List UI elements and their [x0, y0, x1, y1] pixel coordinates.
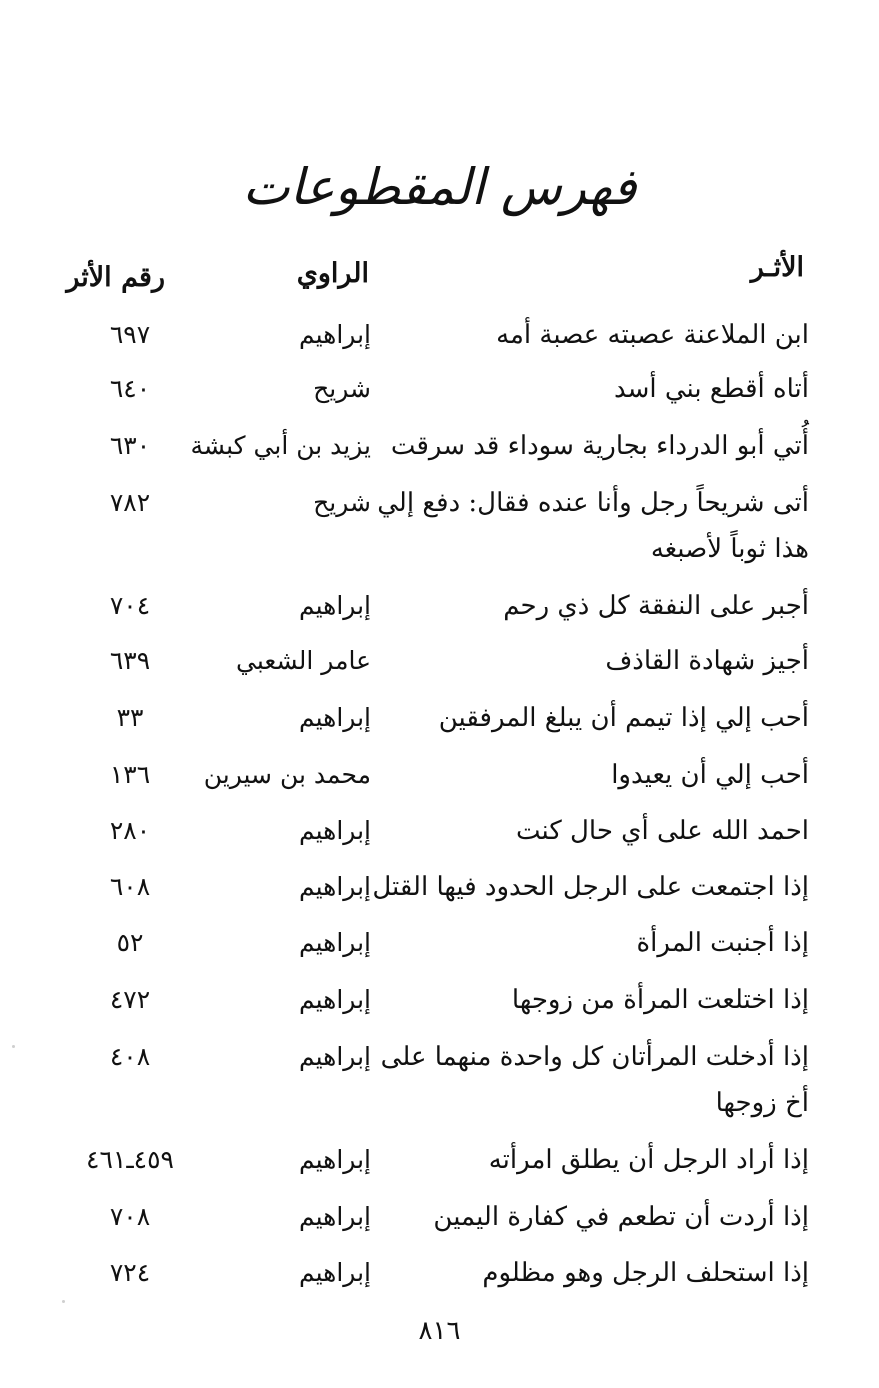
athar-text: إذا أردت أن تطعم في كفارة اليمين: [433, 1202, 809, 1232]
athar-text: ابن الملاعنة عصبته عصبة أمه: [496, 320, 809, 350]
athar-number: ١٣٦: [109, 760, 151, 789]
rawi-name: إبراهيم: [298, 320, 371, 349]
athar-text: أتى شريحاً رجل وأنا عنده فقال: دفع إلي هذا ثوباً لأصبغه: [377, 488, 809, 564]
athar-text: أجبر على النفقة كل ذي رحم: [503, 591, 809, 621]
rawi-name: إبراهيم: [298, 1202, 371, 1231]
rawi-name: إبراهيم: [298, 928, 371, 957]
rawi-name: إبراهيم: [298, 985, 371, 1014]
rawi-name: إبراهيم: [298, 1258, 371, 1287]
rawi-name: محمد بن سيرين: [203, 760, 371, 789]
athar-number: ٦٣٠: [109, 431, 151, 460]
margin-speck: [12, 1045, 15, 1048]
athar-number: ٦٠٨: [109, 872, 151, 901]
column-header-athar: الأثـر: [750, 252, 804, 283]
rawi-name: إبراهيم: [298, 1042, 371, 1071]
rawi-name: عامر الشعبي: [236, 646, 371, 675]
rawi-name: إبراهيم: [298, 872, 371, 901]
athar-number: ٧٠٨: [109, 1202, 151, 1231]
athar-text: إذا أراد الرجل أن يطلق امرأته: [488, 1145, 809, 1175]
athar-number: ٤٠٨: [109, 1042, 151, 1071]
rawi-name: شريح: [313, 488, 371, 517]
column-header-number: رقم الأثر: [66, 262, 165, 293]
athar-text: أحب إلي إذا تيمم أن يبلغ المرفقين: [438, 703, 809, 733]
athar-text: إذا أدخلت المرأتان كل واحدة منهما على أخ زوجها: [380, 1042, 809, 1118]
athar-text: أجيز شهادة القاذف: [605, 646, 809, 676]
athar-text: إذا استحلف الرجل وهو مظلوم: [482, 1258, 809, 1288]
column-header-rawi: الراوي: [296, 258, 369, 289]
margin-speck: [62, 1300, 65, 1303]
athar-text: إذا اجتمعت على الرجل الحدود فيها القتل: [372, 872, 809, 902]
rawi-name: إبراهيم: [298, 1145, 371, 1174]
athar-number: ٢٨٠: [109, 816, 151, 845]
athar-number: ٦٩٧: [109, 320, 151, 349]
athar-text: إذا اختلعت المرأة من زوجها: [511, 985, 809, 1015]
page-title: فهرس المقطوعات: [242, 158, 637, 216]
rawi-name: إبراهيم: [298, 816, 371, 845]
athar-number: ٧٨٢: [109, 488, 151, 517]
rawi-name: شريح: [313, 374, 371, 403]
athar-text: أحب إلي أن يعيدوا: [611, 760, 809, 790]
athar-number: ٣٣: [116, 703, 144, 732]
rawi-name: يزيد بن أبي كبشة: [190, 431, 371, 460]
athar-text: أُتي أبو الدرداء بجارية سوداء قد سرقت: [390, 431, 809, 461]
athar-number: ٤٥٩ـ٤٦١: [86, 1145, 174, 1174]
athar-text: أتاه أقطع بني أسد: [613, 374, 809, 404]
athar-number: ٧٠٤: [109, 591, 151, 620]
athar-text: إذا أجنبت المرأة: [636, 928, 809, 958]
athar-number: ٦٤٠: [109, 374, 151, 403]
rawi-name: إبراهيم: [298, 703, 371, 732]
athar-text: احمد الله على أي حال كنت: [516, 816, 809, 846]
athar-number: ٤٧٢: [109, 985, 151, 1014]
rawi-name: إبراهيم: [298, 591, 371, 620]
page-number: ٨١٦: [418, 1316, 461, 1346]
athar-number: ٦٣٩: [109, 646, 151, 675]
athar-number: ٧٢٤: [109, 1258, 151, 1287]
athar-number: ٥٢: [116, 928, 144, 957]
